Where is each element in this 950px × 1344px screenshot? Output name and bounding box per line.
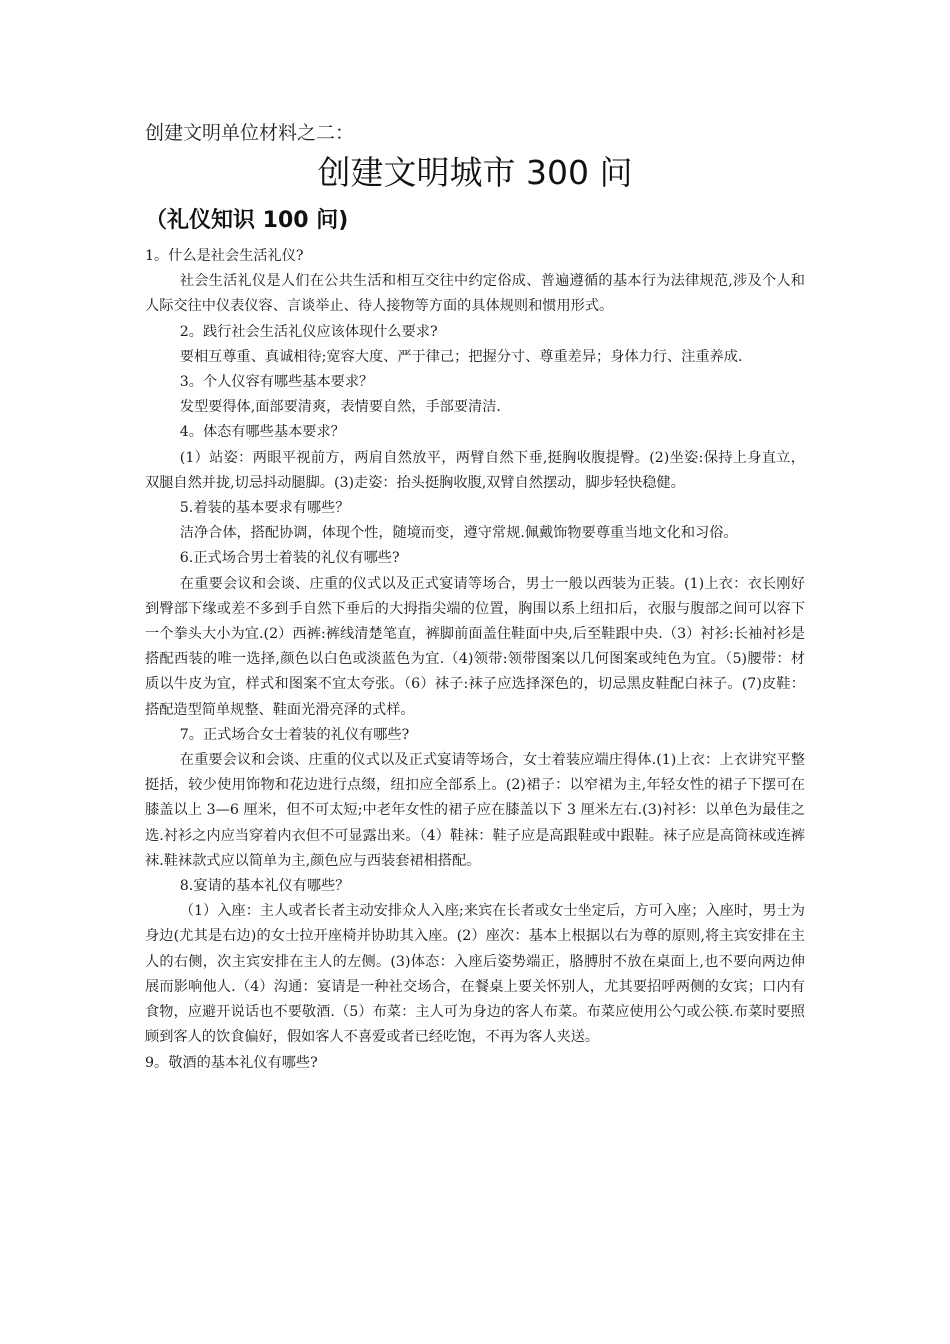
answer-5: 洁净合体，搭配协调，体现个性，随境而变，遵守常规.佩戴饰物要尊重当地文化和习俗。 xyxy=(179,525,738,542)
question-5: 5.着装的基本要求有哪些？ xyxy=(179,500,350,517)
document-kicker: 创建文明单位材料之二： xyxy=(145,122,355,144)
question-6: 6.正式场合男士着装的礼仪有哪些? xyxy=(179,550,400,567)
question-3: 3。个人仪容有哪些基本要求？ xyxy=(179,374,374,391)
answer-1: 社会生活礼仪是人们在公共生活和相互交往中约定俗成、普遍遵循的基本行为法律规范,涉及个人和人际交往中仪表仪容、言谈举止、待人接物等方面的具体规则和惯用形式。 xyxy=(145,273,805,315)
document-subtitle: （礼仪知识 100 问) xyxy=(145,208,349,233)
answer-7: 在重要会议和会谈、庄重的仪式以及正式宴请等场合，女士着装应端庄得体.(1)上衣：上衣讲究平整挺括，较少使用饰物和花边进行点缀，纽扣应全部系上。(2)裙子：以窄裙为主,年轻女性的裙子下摆可在膝盖以上 3—6 厘米，但不可太短;中老年女性的裙子应在膝盖以下 3 厘米左右.(3)衬衫：以单色为最佳之选.衬衫之内应当穿着内衣但不可显露出来。（4）鞋袜：鞋子应是高跟鞋或中跟鞋。袜子应是高筒袜或连裤袜.鞋袜款式应以简单为主,颜色应与西装套裙相搭配。 xyxy=(145,752,805,869)
qa-list xyxy=(145,244,805,1076)
answer-3: 发型要得体,面部要清爽，表情要自然，手部要清洁. xyxy=(179,399,501,416)
question-7: 7。正式场合女士着装的礼仪有哪些? xyxy=(179,726,410,743)
question-2: 2。践行社会生活礼仪应该体现什么要求? xyxy=(179,323,438,340)
answer-8: （1）入座：主人或者长者主动安排众人入座;来宾在长者或女士坐定后，方可入座；入座时，男士为身边(尤其是右边)的女士拉开座椅并协助其入座。(2）座次：基本上根据以右为尊的原则,将主宾安排在主人的右侧，次主宾安排在主人的左侧。(3)体态：入座后姿势端正，胳膊肘不放在桌面上,也不要向两边伸展而影响他人.（4）沟通：宴请是一种社交场合，在餐桌上要关怀别人，尤其要招呼两侧的女宾；口内有食物，应避开说话也不要敬酒.（5）布菜：主人可为身边的客人布菜。布菜应使用公勺或公筷.布菜时要照顾到客人的饮食偏好，假如客人不喜爱或者已经吃饱，不再为客人夹送。 xyxy=(145,903,805,1046)
question-1: 1。什么是社会生活礼仪? xyxy=(145,248,304,264)
answer-6: 在重要会议和会谈、庄重的仪式以及正式宴请等场合，男士一般以西装为正装。(1)上衣：衣长刚好到臀部下缘或差不多到手自然下垂后的大拇指尖端的位置，胸围以系上纽扣后，衣服与腹部之间可以容下一个拳头大小为宜.(2）西裤:裤线清楚笔直，裤脚前面盖住鞋面中央,后至鞋跟中央.（3）衬衫:长袖衬衫是搭配西装的唯一选择,颜色以白色或淡蓝色为宜.（4)领带:领带图案以几何图案或纯色为宜。（5)腰带：材质以牛皮为宜，样式和图案不宜太夸张。（6）袜子:袜子应选择深色的，切忌黑皮鞋配白袜子。(7)皮鞋：搭配造型简单规整、鞋面光滑亮泽的式样。 xyxy=(145,575,805,718)
question-9: 9。敬酒的基本礼仪有哪些? xyxy=(145,1054,318,1071)
answer-2: 要相互尊重、真诚相待;宽容大度、严于律己；把握分寸、尊重差异；身体力行、注重养成. xyxy=(179,348,743,365)
question-8: 8.宴请的基本礼仪有哪些？ xyxy=(179,878,350,895)
document-page xyxy=(145,118,805,1076)
document-title: 创建文明城市 300 问 xyxy=(317,153,633,192)
answer-4: (1）站姿：两眼平视前方，两肩自然放平，两臂自然下垂,挺胸收腹提臀。(2)坐姿:保持上身直立，双腿自然并拢,切忌抖动腿脚。(3)走姿：抬头挺胸收腹,双臂自然摆动，脚步轻快稳健。 xyxy=(145,449,805,491)
question-4: 4。体态有哪些基本要求？ xyxy=(179,424,345,441)
